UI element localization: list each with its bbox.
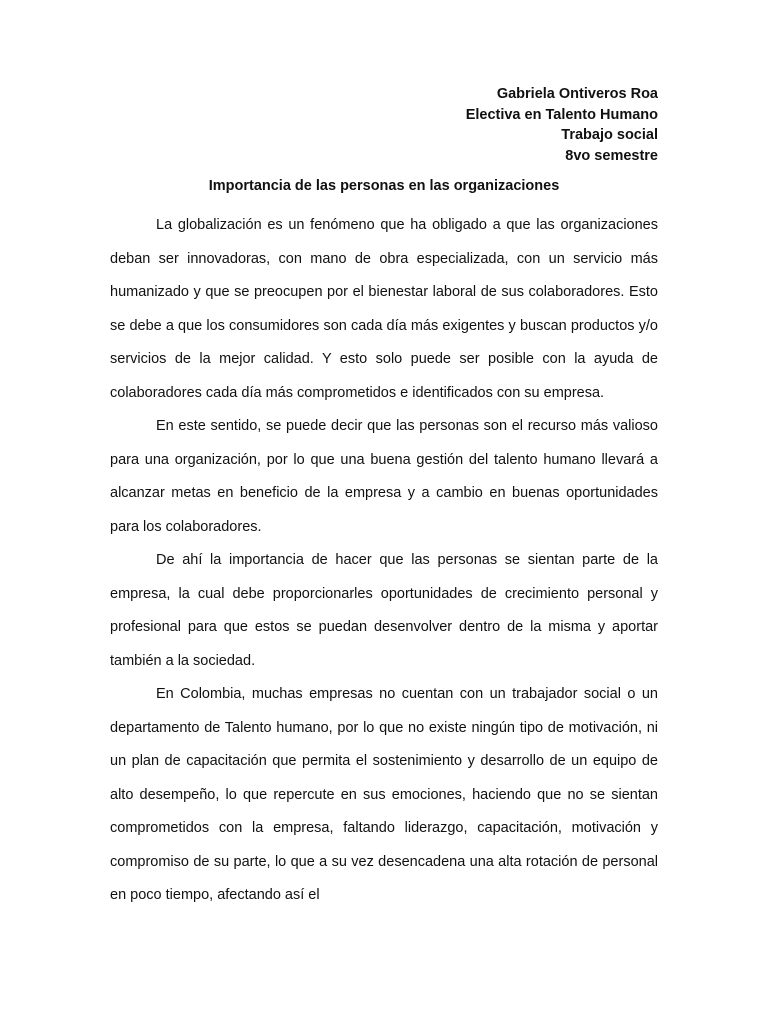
paragraph: En Colombia, muchas empresas no cuentan con un trabajador social o un departamento de Talento humano, por lo que no existe ningún tipo de motivación, ni un plan de capacitación que permita el sostenimiento y desarrollo de un equipo de alto desempeño, lo que repercute en sus emociones, haciendo que no se sientan comprometidos con la empresa, faltando liderazgo, capacitación, motivación y compromiso de su parte, lo que a su vez desencadena una alta rotación de personal en poco tiempo, afectando así el (110, 686, 658, 903)
paragraph: La globalización es un fenómeno que ha obligado a que las organizaciones deban ser innovadoras, con mano de obra especializada, con un servicio más humanizado y que se preocupen por el bienestar laboral de sus colaboradores. Esto se debe a que los consumidores son cada día más exigentes y buscan productos y/o servicios de la mejor calidad. Y esto solo puede ser posible con la ayuda de colaboradores cada día más comprometidos e identificados con su empresa. (110, 217, 658, 401)
semester-label: 8vo semestre (565, 147, 658, 164)
document-body (110, 209, 658, 913)
document-title: Importancia de las personas en las organizaciones (208, 178, 560, 194)
author-name: Gabriela Ontiveros Roa (496, 86, 658, 102)
author-info-block (466, 84, 658, 166)
paragraph: En este sentido, se puede decir que las personas son el recurso más valioso para una organización, por lo que una buena gestión del talento humano llevará a alcanzar metas en beneficio de la empresa y a cambio en buenas oportunidades para los colaboradores. (110, 418, 658, 535)
course-name: Electiva en Talento Humano (465, 106, 658, 123)
program-name: Trabajo social (561, 127, 658, 143)
paragraph: De ahí la importancia de hacer que las personas se sientan parte de la empresa, la cual debe proporcionarles oportunidades de crecimiento personal y profesional para que estos se puedan desenvolver dentro de la misma y aportar también a la sociedad. (110, 552, 658, 669)
